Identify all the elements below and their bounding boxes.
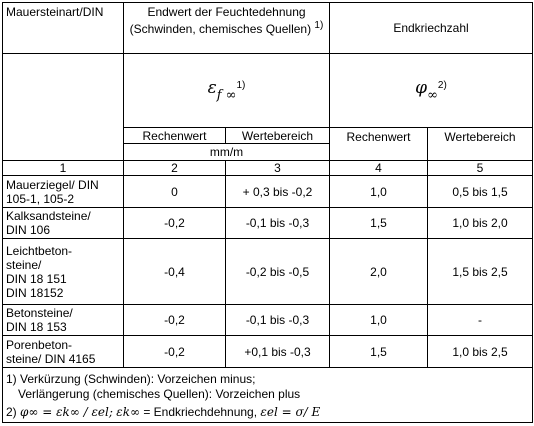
footnotes [3, 368, 533, 423]
table-row [3, 239, 533, 305]
row-name: Porenbeton- steine/ DIN 4165 [3, 336, 124, 368]
table-row [3, 176, 533, 208]
col-number-5: 5 [428, 161, 533, 176]
footnote-2: 2) φ∞ = εk∞ / εel; εk∞ = Endkriechdehnung, εel = σ/ E [6, 404, 321, 419]
table-row [3, 305, 533, 336]
header-rechenwert-1: Rechenwert [124, 128, 226, 144]
table-row [3, 208, 533, 239]
symbol-epsilon: εf ∞$^{1)}$ [124, 54, 330, 128]
footnote-1-line-2: Verlängerung (chemisches Quellen): Vorzeichen plus [18, 386, 301, 401]
rechenwert-kriech: 1,5 [330, 336, 428, 368]
wertebereich-feuchte: -0,1 bis -0,3 [226, 208, 330, 239]
header-feuchtedehnung: Endwert der Feuchtedehnung (Schwinden, chemisches Quellen) $^{1)}$ [124, 3, 330, 54]
row-name: Betonsteine/ DIN 18 153 [3, 305, 124, 336]
footnote-1-line-1: 1) Verkürzung (Schwinden): Vorzeichen minus; [6, 371, 256, 386]
header-wertebereich-1: Wertebereich [226, 128, 330, 144]
symbol-phi: φ∞$^{2)}$ [330, 54, 533, 128]
wertebereich-kriech: 1,0 bis 2,5 [428, 336, 533, 368]
header-rechenwert-2: Rechenwert [330, 128, 428, 161]
row-name: Mauerziegel/ DIN 105-1, 105-2 [3, 176, 124, 208]
rechenwert-kriech: 1,5 [330, 208, 428, 239]
rechenwert-feuchte: -0,2 [124, 208, 226, 239]
rechenwert-feuchte: -0,2 [124, 305, 226, 336]
row-name: Leichtbeton- steine/ DIN 18 151 DIN 18152 [3, 239, 124, 305]
wertebereich-kriech: - [428, 305, 533, 336]
wertebereich-feuchte: -0,2 bis -0,5 [226, 239, 330, 305]
rechenwert-feuchte: -0,2 [124, 336, 226, 368]
rechenwert-feuchte: -0,4 [124, 239, 226, 305]
header-mauersteinart: Mauersteinart/DIN [3, 3, 124, 54]
material-table [2, 2, 533, 423]
col-number-4: 4 [330, 161, 428, 176]
col-number-2: 2 [124, 161, 226, 176]
row-name: Kalksandsteine/ DIN 106 [3, 208, 124, 239]
table-row [3, 336, 533, 368]
footnote-cell [3, 368, 533, 423]
rechenwert-kriech: 2,0 [330, 239, 428, 305]
rechenwert-feuchte: 0 [124, 176, 226, 208]
header-einheit: mm/m [124, 144, 330, 161]
rechenwert-kriech: 1,0 [330, 305, 428, 336]
col-number-3: 3 [226, 161, 330, 176]
wertebereich-feuchte: + 0,3 bis -0,2 [226, 176, 330, 208]
wertebereich-feuchte: -0,1 bis -0,3 [226, 305, 330, 336]
wertebereich-kriech: 1,0 bis 2,0 [428, 208, 533, 239]
col-number-1: 1 [3, 161, 124, 176]
header-wertebereich-2: Wertebereich [428, 128, 533, 161]
header-blank [3, 54, 124, 161]
wertebereich-kriech: 0,5 bis 1,5 [428, 176, 533, 208]
header-endkriechzahl: Endkriechzahl [330, 3, 533, 54]
wertebereich-kriech: 1,5 bis 2,5 [428, 239, 533, 305]
rechenwert-kriech: 1,0 [330, 176, 428, 208]
wertebereich-feuchte: +0,1 bis -0,3 [226, 336, 330, 368]
